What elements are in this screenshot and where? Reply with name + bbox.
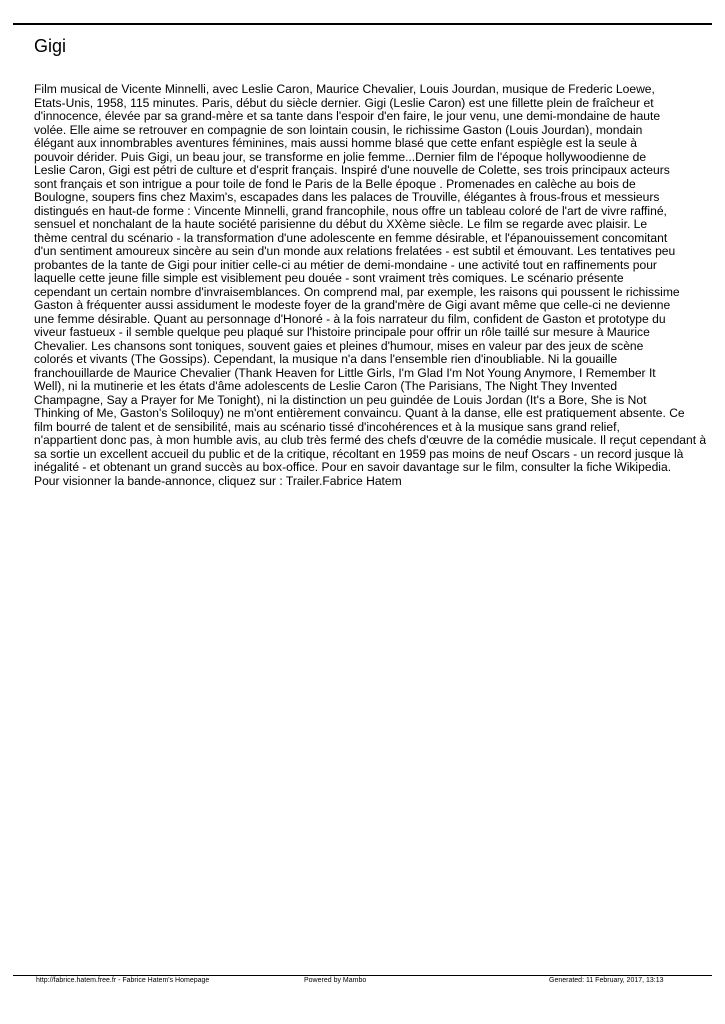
top-divider bbox=[13, 23, 712, 25]
article-line: une femme désirable. Quant au personnage d'Honoré - à la fois narrateur du film, confident de Gaston et prototype du bbox=[34, 311, 666, 326]
article-line: Champagne, Say a Prayer for Me Tonight), ni la distinction un peu guindée de Louis Jordan (It's a Bore, She is Not bbox=[34, 392, 647, 407]
footer-divider bbox=[13, 975, 712, 976]
article-line: cependant un certain nombre d'invraisemblances. On comprend mal, par exemple, les raisons qui poussent le richissime bbox=[34, 284, 680, 299]
article-line: Boulogne, soupers fins chez Maxim's, escapades dans les palaces de Trouville, élégantes à frous-frous et messieurs bbox=[34, 190, 660, 204]
article-line: franchouillarde de Maurice Chevalier (Thank Heaven for Little Girls, I'm Glad I'm Not Young Anymore, I Remember It bbox=[34, 365, 656, 380]
article-line: Thinking of Me, Gaston's Soliloquy) ne m'ont entièrement convaincu. Quant à la danse, elle est pratiquement absente. Ce bbox=[34, 406, 685, 420]
article-line: film bourré de talent et de sensibilité, mais au scénario tissé d'incohérences et à la musique sans grand relief, bbox=[34, 419, 620, 434]
article-line: inégalité - et obtenant un grand succès au box-office. Pour en savoir davantage sur le film, consulter la fiche Wikipedia. bbox=[34, 460, 672, 474]
article-line: thème central du scénario - la transformation d'une adolescente en femme désirable, et l'épanouissement concomitant bbox=[34, 230, 668, 245]
article-line: Leslie Caron, Gigi est pétri de culture et d'esprit français. Inspiré d'une nouvelle de Colette, ses trois principaux acteurs bbox=[34, 163, 670, 177]
article-line: Film musical de Vicente Minnelli, avec Leslie Caron, Maurice Chevalier, Louis Jourdan, musique de Frederic Loewe, bbox=[34, 82, 655, 96]
article-line: d'innocence, élevée par sa grand-mère et sa tante dans l'espoir d'en faire, le jour venu, une demi-mondaine de haute bbox=[34, 109, 661, 123]
article-line: viveur fastueux - il semble quelque peu plaqué sur l'histoire principale pour offrir un rôle taillé sur mesure à Maurice bbox=[34, 325, 650, 339]
page-title: Gigi bbox=[34, 36, 67, 56]
article-line: colorés et vivants (The Gossips). Cependant, la musique n'a dans l'ensemble rien d'inoubliable. Ni la gouaille bbox=[34, 352, 618, 366]
article-body bbox=[34, 83, 714, 488]
article-line: laquelle cette jeune fille simple est visiblement peu douée - sont vraiment très comiques. Le scénario présente bbox=[34, 271, 624, 285]
article-line: probantes de la tante de Gigi pour initier celle-ci au métier de demi-mondaine - une activité tout en raffinements pour bbox=[34, 257, 657, 272]
article-line: volée. Elle aime se retrouver en compagnie de son lointain cousin, le richissime Gaston (Louis Jourdan), mondain bbox=[34, 122, 643, 137]
article-line: Gaston à fréquenter aussi assidument le modeste foyer de la grand'mère de Gigi avant même que celle-ci ne devienne bbox=[34, 298, 671, 312]
article-line: n'appartient donc pas, à mon humble avis, au club très fermé des chefs d'œuvre de la comédie musicale. Il reçut cependant à bbox=[34, 433, 707, 447]
article-line: d'un sentiment amoureux sincère au sein d'un monde aux relations frelatées - est subtil et émouvant. Les tentatives peu bbox=[34, 244, 676, 258]
article-line: pouvoir dérider. Puis Gigi, un beau jour, se transforme en jolie femme...Dernier film de l'époque hollywoodienne de bbox=[34, 149, 647, 164]
article-line: distingués en haut-de forme : Vincente Minnelli, grand francophile, nous offre un tableau coloré de l'art de vivre raffiné, bbox=[34, 203, 667, 218]
footer-generated-date: Generated: 11 February, 2017, 13:13 bbox=[549, 977, 664, 984]
article-line: Chevalier. Les chansons sont toniques, souvent gaies et pleines d'humour, mises en valeur par des jeux de scène bbox=[34, 338, 644, 353]
footer-powered-by: Powered by Mambo bbox=[304, 977, 367, 984]
article-line: sa sortie un excellent accueil du public et de la critique, récoltant en 1959 pas moins de neuf Oscars - un record jusque là bbox=[34, 446, 684, 461]
article-line: sensuel et nonchalant de la haute société parisienne du début du XXème siècle. Le film se regarde avec plaisir. Le bbox=[34, 217, 648, 231]
article-line: Etats-Unis, 1958, 115 minutes. Paris, début du siècle dernier. Gigi (Leslie Caron) est une fillette plein de fraîcheur et bbox=[34, 95, 654, 110]
article-line: sont français et son intrigue a pour toile de fond le Paris de la Belle époque . Promenades en calèche au bois de bbox=[34, 176, 636, 191]
footer-site-link[interactable]: http://fabrice.hatem.free.fr - Fabrice Hatem's Homepage bbox=[36, 977, 210, 984]
article-line: élégant aux innombrables aventures féminines, mais aussi homme blasé que cette enfant espiègle est la seule à bbox=[34, 136, 638, 150]
article-line: Pour visionner la bande-annonce, cliquez sur : Trailer.Fabrice Hatem bbox=[34, 473, 402, 488]
article-line: Well), ni la mutinerie et les états d'âme adolescents de Leslie Caron (The Parisians, The Night They Invented bbox=[34, 379, 618, 393]
